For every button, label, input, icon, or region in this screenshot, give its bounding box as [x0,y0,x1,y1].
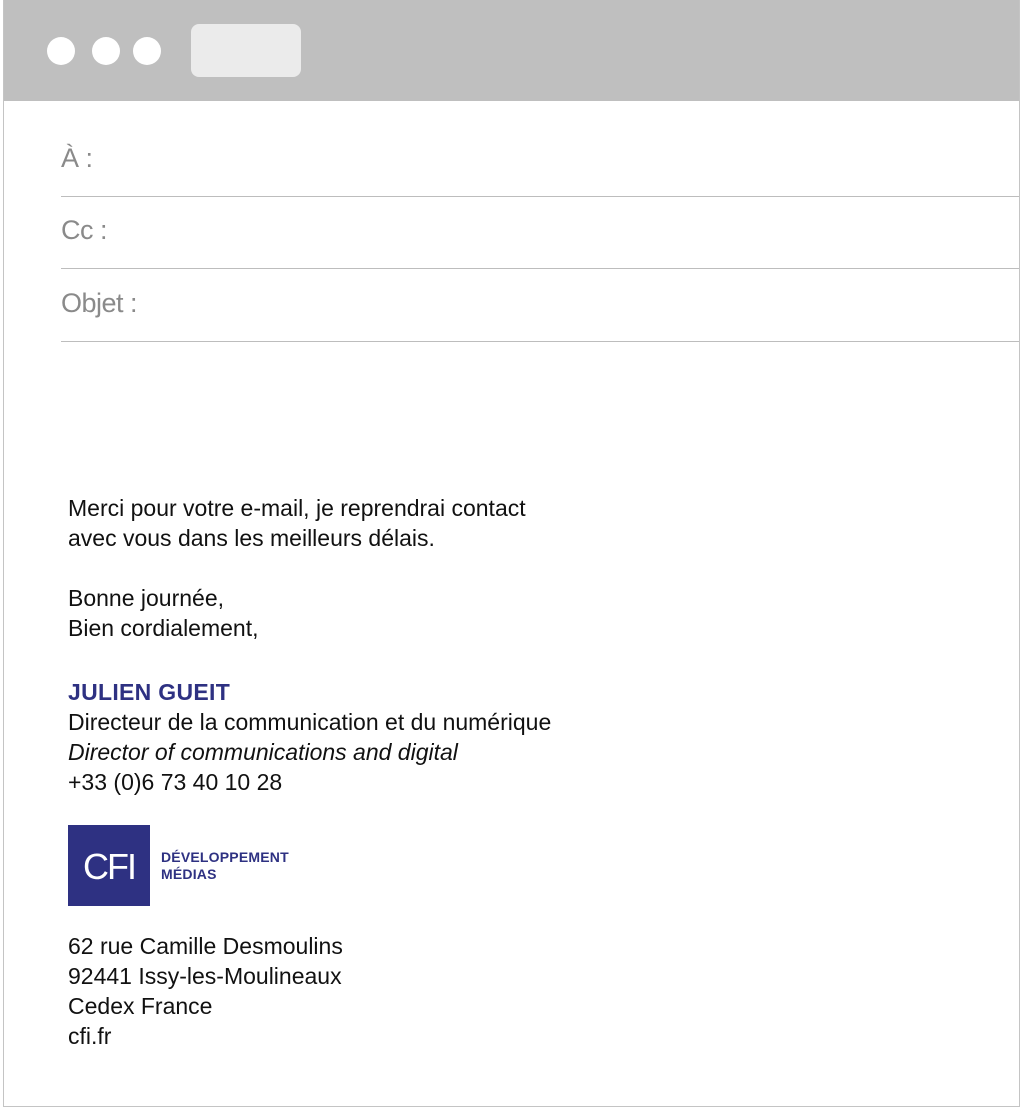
signature-title-fr: Directeur de la communication et du numérique [68,709,552,735]
cc-field[interactable] [61,197,1019,269]
cfi-logo [68,825,328,907]
cc-input[interactable] [171,209,1009,255]
signature-address [68,931,343,1051]
signature-block [68,677,551,797]
address-line-2: 92441 Issy-les-Moulineaux [68,963,342,989]
address-line-1: 62 rue Camille Desmoulins [68,933,343,959]
cfi-logo-box [68,825,150,906]
message-body[interactable] [68,493,526,553]
email-compose-window [3,0,1020,1107]
address-line-3: Cedex France [68,993,213,1019]
signature-phone[interactable]: +33 (0)6 73 40 10 28 [68,769,283,795]
cfi-logo-line-1: DÉVELOPPEMENT [161,849,289,865]
window-close-button[interactable] [47,37,75,65]
subject-label: Objet : [61,288,138,318]
to-input[interactable] [171,137,1009,183]
to-field[interactable] [61,125,1019,197]
cfi-logo-mark: CFI [83,846,135,887]
message-line-2: avec vous dans les meilleurs délais. [68,525,435,551]
window-tab[interactable] [191,24,301,77]
website-link[interactable]: cfi.fr [68,1023,112,1049]
subject-input[interactable] [171,282,1009,328]
cfi-logo-line-2: MÉDIAS [161,866,217,882]
window-minimize-button[interactable] [92,37,120,65]
window-maximize-button[interactable] [133,37,161,65]
window-titlebar [4,0,1019,101]
greeting-line-2: Bien cordialement, [68,615,259,641]
to-label: À : [61,143,93,173]
greeting-line-1: Bonne journée, [68,585,225,611]
cc-label: Cc : [61,215,108,245]
message-closing [68,583,259,643]
subject-field[interactable] [61,270,1019,342]
cfi-logo-text [161,849,289,883]
signature-title-en: Director of communications and digital [68,739,458,765]
signature-name: JULIEN GUEIT [68,679,231,705]
message-line-1: Merci pour votre e-mail, je reprendrai contact [68,495,526,521]
